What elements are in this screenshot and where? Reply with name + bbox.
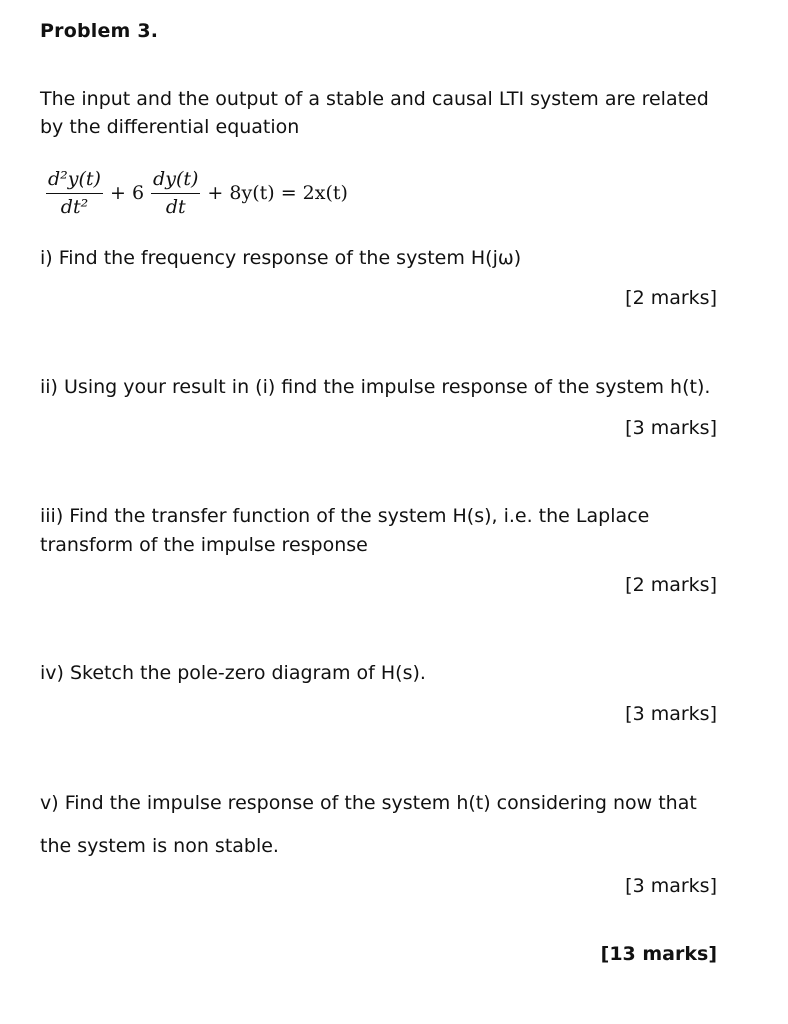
frac1-numerator: d²y(t) (46, 168, 103, 194)
part-iv-marks: [3 marks] (625, 703, 717, 725)
part-i-text: i) Find the frequency response of the system H(jω) (40, 247, 522, 269)
second-derivative-fraction (46, 168, 103, 218)
intro-line-2: by the differential equation (40, 116, 300, 138)
part-v-line-2: the system is non stable. (40, 835, 279, 857)
part-v-marks: [3 marks] (625, 875, 717, 897)
part-iii-marks: [2 marks] (625, 574, 717, 596)
frac1-denominator: dt² (60, 196, 89, 218)
part-v-line-1: v) Find the impulse response of the system h(t) considering now that (40, 792, 697, 814)
part-iii-line-1: iii) Find the transfer function of the system H(s), i.e. the Laplace (40, 505, 650, 527)
plus-six: + 6 (109, 182, 145, 204)
problem-title: Problem 3. (40, 20, 159, 42)
frac2-denominator: dt (165, 196, 186, 218)
part-i-marks: [2 marks] (625, 287, 717, 309)
differential-equation (44, 158, 353, 228)
intro-line-1: The input and the output of a stable and causal LTI system are related (40, 88, 709, 110)
first-derivative-fraction (151, 168, 200, 218)
equation-rest: + 8y(t) = 2x(t) (207, 182, 348, 204)
part-iii-line-2: transform of the impulse response (40, 534, 368, 556)
part-ii-marks: [3 marks] (625, 417, 717, 439)
frac2-numerator: dy(t) (151, 168, 200, 194)
part-iv-text: iv) Sketch the pole-zero diagram of H(s). (40, 662, 426, 684)
part-ii-text: ii) Using your result in (i) find the impulse response of the system h(t). (40, 376, 711, 398)
total-marks: [13 marks] (600, 943, 717, 965)
